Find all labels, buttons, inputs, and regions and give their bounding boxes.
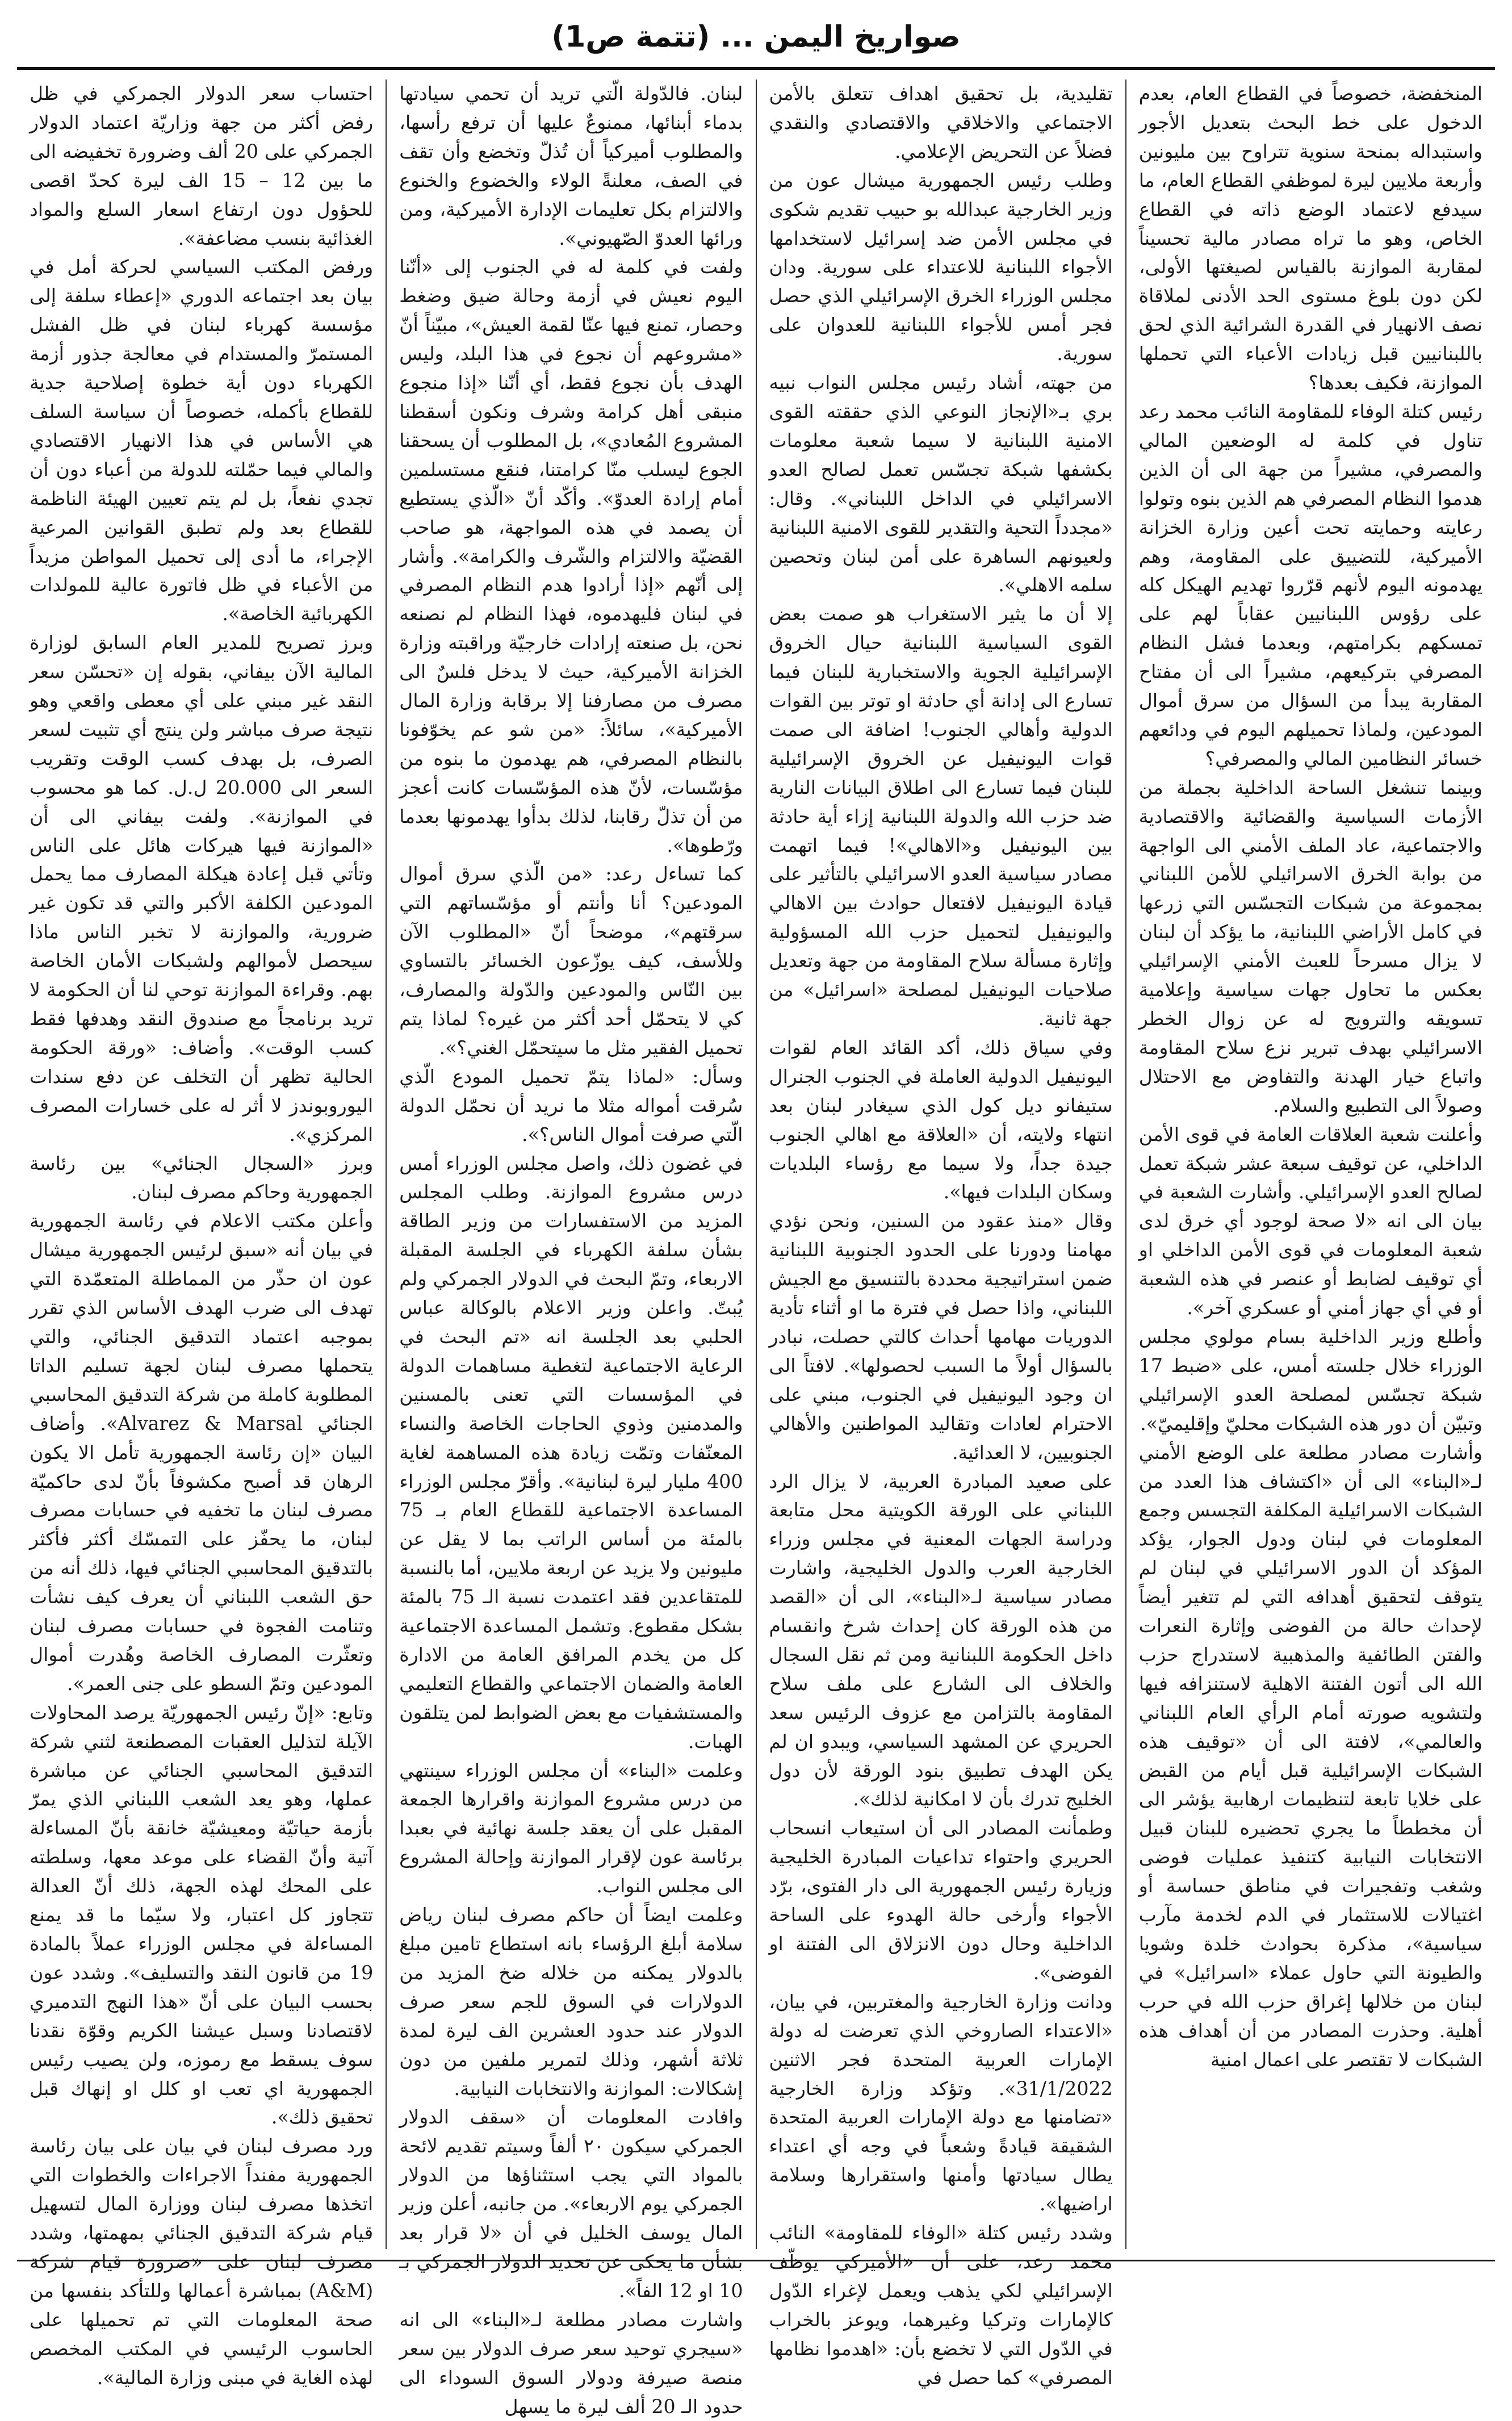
article-paragraph: على صعيد المبادرة العربية، لا يزال الرد اللبناني على الورقة الكويتية محل متابعة ودراسة الجهات المعنية في مجلس وزراء الخارجية العرب والدول الخليجية، واشارت مصادر سياسية لـ«البناء»، الى أن «القصد من هذه الورقة كان إحداث شرخ وانقسام داخل الحكومة اللبنانية ومن ثم نقل السجال والخلاف الى الشارع على ملف سلاح المقاومة بالتزامن مع عزوف الرئيس سعد الحريري عن المشهد السياسي، ويبدو ان لم يكن الهدف تطبيق بنود الورقة لأن دول الخليج تدرك بأن لا امكانية لذلك». (769, 1470, 1113, 1810)
article-paragraph: وبرز تصريح للمدير العام السابق لوزارة المالية الآن بيفاني، بقوله إن «تحسّن سعر النقد غير مبني على أي معطى واقعي وهو نتيجة صرف مباشر ولن ينتج أي تثبيت لسعر الصرف، بل بهدف كسب الوقت وتقريب السعر الى 20.000 ل.ل. كما هو محسوب في الموازنة». ولفت بيفاني الى أن «الموازنة فيها هيركات هائل على الناس وتأتي قبل إعادة هيكلة المصارف مما يحمل المودعين الكلفة الأكبر والتي قد تكون غير ضرورية، والموازنة لا تخبر الناس ماذا سيحصل لأموالهم ولشبكات الأمان الخاصة بهم. وقراءة الموازنة توحي لنا أن الحكومة لا تريد برنامجاً مع صندوق النقد وهدفها فقط كسب الوقت». وأضاف: «ورقة الحكومة الحالية تظهر أن التخلف عن دفع سندات اليوروبوندز لا أثر له على خسارات المصرف المركزي». (30, 632, 374, 1145)
bottom-divider (17, 2260, 1495, 2261)
title-divider (17, 67, 1495, 70)
article-paragraph: وأعلن مكتب الاعلام في رئاسة الجمهورية في بيان أنه «سبق لرئيس الجمهورية ميشال عون ان حذّر من المماطلة المتعمّدة التي تهدف الى ضرب الهدف الأساس الذي تقرر بموجبه اعتماد التدقيق الجنائي، والتي يتحملها مصرف لبنان لجهة تسليم الداتا المطلوبة كاملة من شركة التدقيق المحاسبي الجنائي Alvarez & Marsal». وأضاف البيان «إن رئاسة الجمهورية تأمل الا يكون الرهان قد أصبح مكشوفاً بأنّ لدى حاكميّة مصرف لبنان ما تخفيه في حسابات مصرف لبنان، ما يحفّز على التمسّك أكثر فأكثر بالتدقيق المحاسبي الجنائي فيها، ذلك أنه من حق الشعب اللبناني أن يعرف كيف نشأت وتنامت الفجوة في حسابات مصرف لبنان وتعثّرت المصارف الخاصة وهُدرت أموال المودعين وتمّ السطو على جنى العمر». (30, 1210, 374, 1695)
article-paragraph: من جهته، أشاد رئيس مجلس النواب نبيه بري بـ«الإنجاز النوعي الذي حققته القوى الامنية اللبنانية لا سيما شعبة معلومات بكشفها شبكة تجسّس تعمل لصالح العدو الاسرائيلي في الداخل اللبناني». وقال: «مجدداً التحية والتقدير للقوى الامنية اللبنانية ولعيونهم الساهرة على أمن لبنان وتحصين سلمه الاهلي». (769, 371, 1113, 596)
column-3 (386, 80, 755, 2418)
article-paragraph: وتابع: «إنّ رئيس الجمهوريّة يرصد المحاولات الآيلة لتذليل العقبات المصطنعة لثني شركة التدقيق المحاسبي الجنائي عن مباشرة عملها، وهو يعد الشعب اللبناني الذي يمرّ بأزمة حياتيّة ومعيشيّة خانقة بأنّ المساءلة آتية وأنّ القضاء على موعد معها، وسلطته على المحك لهذه الجهة، ذلك أنّ العدالة تتجاوز كل اعتبار، ولا سيّما ما قد يمنع المساءلة في مجلس الوزراء عملاً بالمادة 19 من قانون النقد والتسليف». وشدد عون بحسب البيان على أنّ «هذا النهج التدميري لاقتصادنا وسبل عيشنا الكريم وقوّة نقدنا سوف يسقط مع رموزه، ولن يصيب رئيس الجمهورية اي تعب او كلل او إنهاك قبل تحقيق ذلك». (30, 1701, 374, 2129)
article-paragraph: تقليدية، بل تحقيق اهداف تتعلق بالأمن الاجتماعي والاخلاقي والاقتصادي والنقدي فضلاً عن التحريض الإعلامي. (769, 82, 1113, 162)
article-paragraph: وفي سياق ذلك، أكد القائد العام لقوات اليونيفيل الدولية العاملة في الجنوب الجنرال ستيفانو ديل كول الذي سيغادر لبنان بعد انتهاء ولايته، أن «العلاقة مع اهالي الجنوب جيدة جداً، ولا سيما مع رؤساء البلديات وسكان البلدات فيها». (769, 1036, 1113, 1203)
article-paragraph: وشدد رئيس كتلة «الوفاء للمقاومة» النائب محمد رعد، على أن «الأميركي يوظّف الإسرائيلي لكي يذهب ويعمل لإغراء الدّول كالإمارات وتركيا وغيرهما، ويوعز بالخراب في الدّول التي لا تخضع بأن: «اهدموا نظامها المصرفي» كما حصل في (769, 2222, 1113, 2389)
article-paragraph: وطلب رئيس الجمهورية ميشال عون من وزير الخارجية عبدالله بو حبيب تقديم شكوى في مجلس الأمن ضد إسرائيل لاستخدامها الأجواء اللبنانية للاعتداء على سورية. ودان مجلس الوزراء الخرق الإسرائيلي الذي حصل فجر أمس للأجواء اللبنانية للعدوان على سورية. (769, 169, 1113, 365)
article-paragraph: وعلمت «البناء» أن مجلس الوزراء سينتهي من درس مشروع الموازنة واقرارها الجمعة المقبل على أن يعقد جلسة نهائية في بعبدا برئاسة عون لإقرار الموازنة وإحالة المشروع الى مجلس النواب. (399, 1759, 743, 1897)
article-paragraph: وبرز «السجال الجنائي» بين رئاسة الجمهورية وحاكم مصرف لبنان. (30, 1152, 374, 1203)
article-paragraph: ورفض المكتب السياسي لحركة أمل في بيان بعد اجتماعه الدوري «إعطاء سلفة إلى مؤسسة كهرباء لبنان في ظل الفشل المستمرّ والمستدام في معالجة جذور أزمة الكهرباء دون أية خطوة إصلاحية جدية للقطاع بأكمله، خصوصاً أن سياسة السلف هي الأساس في هذا الانهيار الاقتصادي والمالي فيما حمّلته للدولة من أعباء دون أن تجدي نفعاً، بل لم يتم تعيين الهيئة الناظمة للقطاع بعد ولم تطبق القوانين المرعية الإجراء، ما أدى إلى تحميل المواطن مزيداً من الأعباء في ظل فاتورة عالية للمولدات الكهربائية الخاصة». (30, 256, 374, 625)
article-paragraph: ولفت في كلمة له في الجنوب إلى «أنّنا اليوم نعيش في أزمة وحالة ضيق وضغط وحصار، تمنع فيها عنّا لقمة العيش»، مبيّناً أنّ «مشروعهم أن نجوع في هذا البلد، وليس الهدف بأن نجوع فقط، أي أنّنا «إذا منجوع منبقى أهل كرامة وشرف ونكون أسقطنا المشروع المُعادي»، بل المطلوب أن يسحقنا الجوع ليسلب منّا كرامتنا، فنقع مستسلمين أمام إرادة العدوّ». وأكّد أنّ «الّذي يستطيع أن يصمد في هذه المواجهة، هو صاحب القضيّة والالتزام والشّرف والكرامة». وأشار إلى أنّهم «إذا أرادوا هدم النظام المصرفي في لبنان فليهدموه، فهذا النظام لم نصنعه نحن، بل صنعته إرادات خارجيّة وراقبته وزارة الخزانة الأميركية، حيث لا يدخل فلسٌ الى مصرف من مصارفنا إلا برقابة وزارة المال الأميركية»، سائلاً: «من شو عم يخوّفونا بالنظام المصرفي، هم يهدمون ما بنوه من مؤسّسات، لأنّ هذه المؤسّسات كانت أعجز من أن تذلّ رقابنا، لذلك بدأوا يهدمونها بعدما ورّطوها». (399, 256, 743, 856)
article-paragraph: في غضون ذلك، واصل مجلس الوزراء أمس درس مشروع الموازنة. وطلب المجلس المزيد من الاستفسارات من وزير الطاقة بشأن سلفة الكهرباء في الجلسة المقبلة الاربعاء، وتمّ البحث في الدولار الجمركي ولم يُبتّ. واعلن وزير الاعلام بالوكالة عباس الحلبي بعد الجلسة انه «تم البحث في الرعاية الاجتماعية لتغطية مساهمات الدولة في المؤسسات التي تعنى بالمسنين والمدمنين وذوي الحاجات الخاصة والنساء المعنّفات وتمّت زيادة هذه المساهمة لغاية 400 مليار ليرة لبنانية». وأقرّ مجلس الوزراء المساعدة الاجتماعية للقطاع العام بـ 75 بالمئة من أساس الراتب بما لا يقل عن مليونين ولا يزيد عن اربعة ملايين، أما بالنسبة للمتقاعدين فقد اعتمدت نسبة الـ 75 بالمئة بشكل مقطوع. وتشمل المساعدة الاجتماعية كل من يخدم المرافق العامة من الادارة العامة والضمان الاجتماعي والقطاع التعليمي والمستشفيات مع بعض الضوابط لمن يتلقون الهبات. (399, 1152, 743, 1753)
column-4 (17, 80, 386, 2389)
article-columns (17, 80, 1495, 2418)
column-2 (756, 80, 1125, 2389)
article-paragraph: وبينما تنشغل الساحة الداخلية بجملة من الأزمات السياسية والقضائية والاقتصادية والاجتماعية، عاد الملف الأمني الى الواجهة من بوابة الخرق الاسرائيلي للأمن اللبناني بمجموعة من شبكات التجسّس التي زرعها في كامل الأراضي اللبنانية، ما يؤكد أن لبنان لا يزال مسرحاً للعبث الأمني الإسرائيلي بعكس ما تحاول جهات سياسية وإعلامية تسويقه والترويج له عن زوال الخطر الاسرائيلي بهدف تبرير نزع سلاح المقاومة واتباع خيار الهدنة والتفاوض مع الاحتلال وصولاً الى التطبيع والسلام. (1138, 776, 1482, 1117)
article-paragraph: وافادت المعلومات أن «سقف الدولار الجمركي سيكون ٢٠ ألفاً وسيتم تقديم لائحة بالمواد التي يجب استثناؤها من الدولار الجمركي يوم الاربعاء». من جانبه، أعلن وزير المال يوسف الخليل في أن «لا قرار بعد بشأن ما يحكى عن تحديد الدولار الجمركي بـ 10 او 12 الفاً». (399, 2106, 743, 2302)
article-paragraph: إلا أن ما يثير الاستغراب هو صمت بعض القوى السياسية اللبنانية حيال الخروق الإسرائيلية الجوية والاستخبارية للبنان فيما تسارع الى إدانة أي حادثة او توتر بين القوات الدولية وأهالي الجنوب! اضافة الى صمت قوات اليونيفيل عن الخروق الإسرائيلية للبنان فيما تسارع الى اطلاق البيانات النارية ضد حزب الله والدولة اللبنانية إزاء أية حادثة بين اليونيفيل و«الاهالي»! فيما اتهمت مصادر سياسية العدو الاسرائيلي بالتأثير على قيادة اليونيفيل لافتعال حوادث بين الاهالي واليونيفيل لتحميل حزب الله المسؤولية وإثارة مسألة سلاح المقاومة من جهة وتعديل صلاحيات اليونيفيل لمصلحة «اسرائيل» من جهة ثانية. (769, 603, 1113, 1030)
article-paragraph: كما تساءل رعد: «من الّذي سرق أموال المودعين؟ أنا وأنتم أو مؤسّساتهم التي سرقتهم»، موضحاً أنّ «المطلوب الآن وللأسف، كيف يوزّعون الخسائر بالتساوي بين النّاس والمودعين والدّولة والمصارف، كي لا يتحمّل أحد أكثر من غيره؟ لماذا يتم تحميل الفقير مثل ما سيتحمّل الغني؟». (399, 863, 743, 1059)
article-paragraph: احتساب سعر الدولار الجمركي في ظل رفض أكثر من جهة وزاريّة اعتماد الدولار الجمركي على 20 ألف وضرورة تخفيضه الى ما بين 12 – 15 الف ليرة كحدّ اقصى للحؤول دون ارتفاع اسعار السلع والمواد الغذائية بنسب مضاعفة». (30, 82, 374, 249)
article-paragraph: وأعلنت شعبة العلاقات العامة في قوى الأمن الداخلي، عن توقيف سبعة عشر شبكة تعمل لصالح العدو الإسرائيلي. وأشارت الشعبة في بيان الى انه «لا صحة لوجود أي خرق لدى شعبة المعلومات في قوى الأمن الداخلي او أي توقيف لضابط أو عنصر في هذه الشعبة أو في أي جهاز أمني أو عسكري آخر». (1138, 1123, 1482, 1319)
article-paragraph: ودانت وزارة الخارجية والمغتربين، في بيان، «الاعتداء الصاروخي الذي تعرضت له دولة الإمارات العربية المتحدة فجر الاثنين 31/1/2022». وتؤكد وزارة الخارجية «تضامنها مع دولة الإمارات العربية المتحدة الشقيقة قيادةً وشعباً في وجه أي اعتداء يطال سيادتها وأمنها واستقرارها وسلامة اراضيها». (769, 1990, 1113, 2215)
article-title: صواريخ اليمن ... (تتمة ص1) (551, 20, 961, 54)
article-paragraph: وأشارت مصادر مطلعة على الوضع الأمني لـ«البناء» الى أن «اكتشاف هذا العدد من الشبكات الاسرائيلية المكلفة التجسس وجمع المعلومات في لبنان ودول الجوار، يؤكد المؤكد أن الدور الاسرائيلي في لبنان لم يتوقف لتحقيق أهدافه التي لم تتغير أيضاً لإحداث حالة من الفوضى وإثارة النعرات والفتن الطائفية والمذهبية لاستدراج حزب الله الى أتون الفتنة الاهلية لاستنزافه فيها ولتشويه صورته أمام الرأي العام اللبناني والعالمي»، لافتة الى أن «توقيف هذه الشبكات الإسرائيلية قبل أيام من القبض على خلايا تابعة لتنظيمات ارهابية يؤشر الى أن مخططاً ما يجري تحضيره للبنان قبيل الانتخابات النيابية كتنفيذ عمليات فوضى وشغب وتفجيرات في مناطق حساسة أو اغتيالات للاستثمار في الدم لخدمة مآرب سياسية»، مذكرة بحوادث خلدة وشويا والطيونة التي حاول عملاء «اسرائيل» في لبنان من خلالها إغراق حزب الله في حرب أهلية. وحذرت المصادر من أن أهداف هذه الشبكات لا تقتصر على اعمال امنية (1138, 1441, 1482, 2071)
article-paragraph: ورد مصرف لبنان في بيان على بيان رئاسة الجمهورية مفنداً الاجراءات والخطوات التي اتخذها مصرف لبنان ووزارة المال لتسهيل قيام شركة التدقيق الجنائي بمهمتها، وشدد مصرف لبنان على «ضرورة قيام شركة (A&M) بمباشرة أعمالها وللتأكد بنفسها من صحة المعلومات التي تم تحميلها على الحاسوب الرئيسي في المكتب المخصص لهذه الغاية في مبنى وزارة المالية». (30, 2135, 374, 2389)
article-paragraph: وطمأنت المصادر الى أن استيعاب انسحاب الحريري واحتواء تداعيات المبادرة الخليجية وزيارة رئيس الجمهورية الى دار الفتوى، برّد الأجواء وأرخى حالة الهدوء على الساحة الداخلية وحال دون الانزلاق الى الفتنة او الفوضى». (769, 1817, 1113, 1984)
article-paragraph: لبنان. فالدّولة الّتي تريد أن تحمي سيادتها بدماء أبنائها، ممنوعٌ عليها أن ترفع رأسها، والمطلوب أميركياً أن تُذلّ وتخضع وأن تقف في الصف، معلنةً الولاء والخضوع والخنوع والالتزام بكل تعليمات الإدارة الأميركية، ومن ورائها العدوّ الصّهيوني». (399, 82, 743, 249)
article-paragraph: واشارت مصادر مطلعة لـ«البناء» الى انه «سيجري توحيد سعر صرف الدولار بين سعر منصة صيرفة ودولار السوق السوداء الى حدود الـ 20 ألف ليرة ما يسهل (399, 2308, 743, 2418)
article-paragraph: وقال «منذ عقود من السنين، ونحن نؤدي مهامنا ودورنا على الحدود الجنوبية اللبنانية ضمن استراتيجية محددة بالتنسيق مع الجيش اللبناني، واذا حصل في فترة ما او أثناء تأدية الدوريات مهامها أحداث كالتي حصلت، نبادر بالسؤال أولاً ما السبب لحصولها». لافتاً الى ان وجود اليونيفيل في الجنوب، مبني على الاحترام لعادات وتقاليد المواطنين والأهالي الجنوبيين، لا العدائية. (769, 1210, 1113, 1464)
article-paragraph: المنخفضة، خصوصاً في القطاع العام، بعدم الدخول على خط البحث بتعديل الأجور واستبداله بمنحة سنوية تتراوح بين مليونين وأربعة ملايين ليرة لموظفي القطاع العام، ما سيدفع لاعتماد الوضع ذاته في القطاع الخاص، وهو ما تراه مصادر مالية تحسيناً لمقاربة الموازنة بالقياس لصيغتها الأولى، لكن دون بلوغ مستوى الحد الأدنى لملاقاة نصف الانهيار في القدرة الشرائية الذي لحق باللبنانيين قبل زيادات الأعباء التي تحملها الموازنة، فكيف بعدها؟ (1138, 82, 1482, 394)
article-paragraph: وأطلع وزير الداخلية بسام مولوي مجلس الوزراء خلال جلسته أمس، على «ضبط 17 شبكة تجسّس لمصلحة العدو الإسرائيلي وتبيّن أن دور هذه الشبكات محليّ وإقليميّ». (1138, 1325, 1482, 1435)
article-paragraph: وسأل: «لماذا يتمّ تحميل المودع الّذي سُرقت أمواله مثلا ما نريد أن نحمّل الدولة الّتي صرفت أموال الناس؟». (399, 1065, 743, 1145)
column-1 (1125, 80, 1495, 2249)
article-paragraph: وعلمت ايضاً أن حاكم مصرف لبنان رياض سلامة أبلغ الرؤساء بانه استطاع تامين مبلغ بالدولار يمكنه من خلاله ضخ المزيد من الدولارات في السوق للجم سعر صرف الدولار عند حدود العشرين الف ليرة لمدة ثلاثة أشهر، وذلك لتمرير ملفين من دون إشكالات: الموازنة والانتخابات النيابية. (399, 1904, 743, 2100)
article-paragraph: رئيس كتلة الوفاء للمقاومة النائب محمد رعد تناول في كلمة له الوضعين المالي والمصرفي، مشيراً من جهة الى أن الذين هدموا النظام المصرفي هم الذين بنوه وتولوا رعايته وحمايته تحت أعين وزارة الخزانة الأميركية، للتضييق على المقاومة، وهم يهدمونه اليوم لأنهم قرّروا تهديم الهيكل كله على رؤوس اللبنانيين عقاباً لهم على تمسكهم بكرامتهم، وبعدما فشل النظام المصرفي بتركيعهم، مشيراً الى أن مفتاح المقاربة يبدأ من السؤال من سرق أموال المودعين، ولماذا تحميلهم اليوم في ودائعهم خسائر النظامين المالي والمصرفي؟ (1138, 400, 1482, 770)
